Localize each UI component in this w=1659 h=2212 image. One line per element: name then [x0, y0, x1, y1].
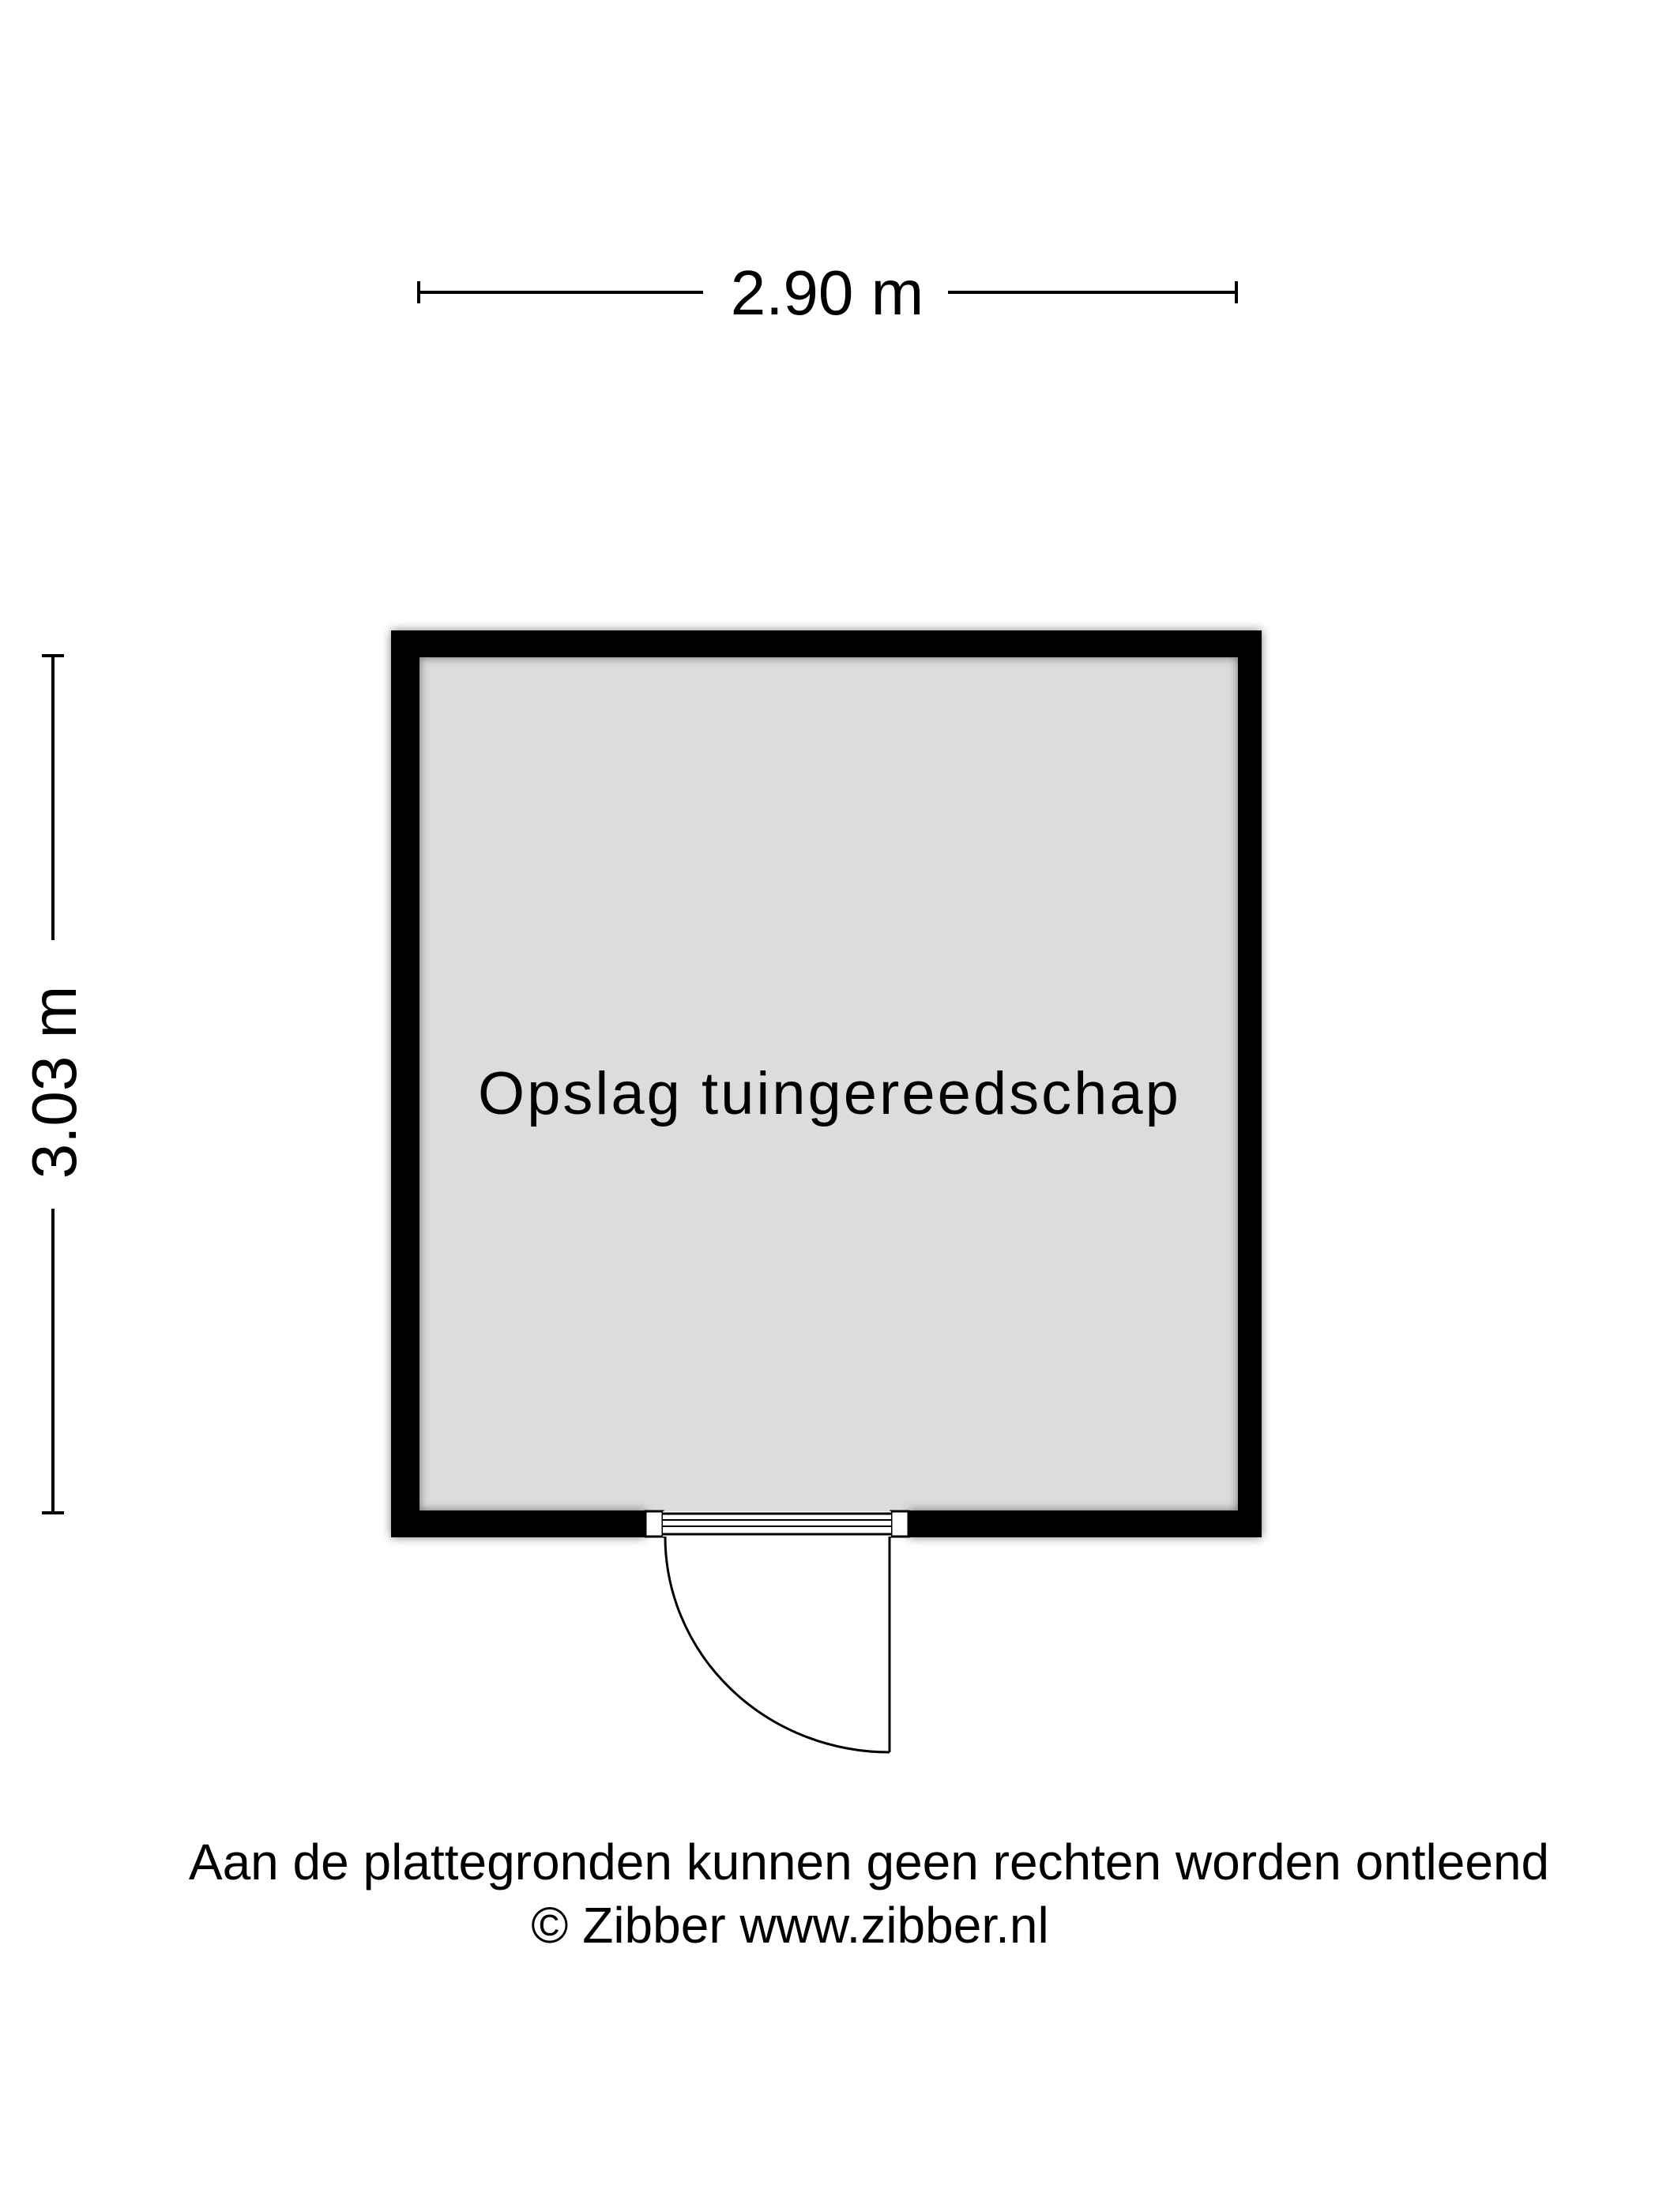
copyright-text: © Zibber www.zibber.nl [531, 1897, 1049, 1954]
width-label: 2.90 m [730, 258, 924, 328]
door-swing-arc [665, 1537, 890, 1752]
room-label: Opslag tuingereedschap [478, 1060, 1181, 1127]
height-dimension [19, 656, 89, 1513]
height-label: 3.03 m [19, 985, 89, 1179]
door [645, 1511, 908, 1752]
disclaimer-text: Aan de plattegronden kunnen geen rechten worden ontleend [188, 1834, 1550, 1890]
width-dimension [419, 258, 1236, 328]
